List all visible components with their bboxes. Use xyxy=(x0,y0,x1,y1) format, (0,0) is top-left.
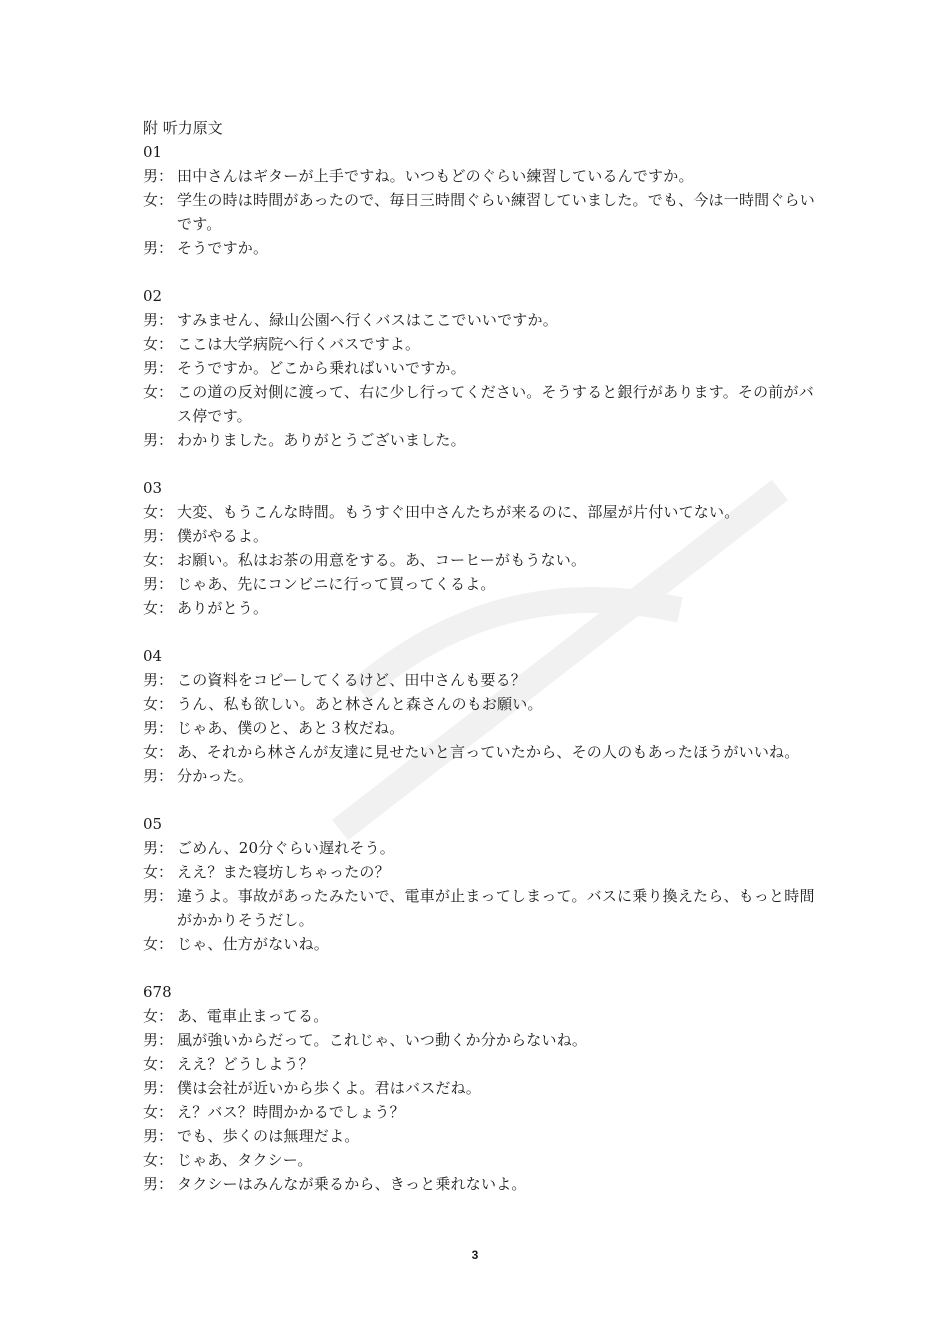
dialogue-line xyxy=(143,740,823,764)
dialogue-line xyxy=(143,524,823,548)
dialogue-line xyxy=(143,572,823,596)
speaker-label: 女： xyxy=(143,1151,174,1169)
utterance-text: 僕は会社が近いから歩くよ。君はバスだね。 xyxy=(177,1079,482,1097)
dialogue-line xyxy=(143,1004,823,1028)
utterance-text: ごめん、20分ぐらい遅れそう。 xyxy=(177,839,395,857)
utterance-text: あ、それから林さんが友達に見せたいと言っていたから、その人のもあったほうがいいね。 xyxy=(177,743,800,761)
dialogue-line xyxy=(143,1076,823,1100)
utterance-text: ええ？また寝坊しちゃったの？ xyxy=(177,863,390,881)
speaker-label: 男： xyxy=(143,527,174,545)
speaker-label: 女： xyxy=(143,551,174,569)
dialogue-line xyxy=(143,884,823,932)
utterance-text: 風が強いからだって。これじゃ、いつ動くか分からないね。 xyxy=(177,1031,588,1049)
speaker-label: 女： xyxy=(143,695,174,713)
speaker-label: 男： xyxy=(143,239,174,257)
dialogue-line xyxy=(143,332,823,356)
dialogue-line xyxy=(143,596,823,620)
speaker-label: 男： xyxy=(143,1031,174,1049)
speaker-label: 男： xyxy=(143,767,174,785)
speaker-label: 男： xyxy=(143,719,174,737)
section-number: 678 xyxy=(143,983,172,1001)
dialogue-line xyxy=(143,380,823,428)
speaker-label: 男： xyxy=(143,887,174,905)
dialogue-line xyxy=(143,932,823,956)
utterance-text: 田中さんはギターが上手ですね。いつもどのぐらい練習しているんですか。 xyxy=(177,167,694,185)
speaker-label: 男： xyxy=(143,431,174,449)
section-number: 04 xyxy=(143,647,163,665)
speaker-label: 女： xyxy=(143,335,174,353)
utterance-text: 学生の時は時間があったので、毎日三時間ぐらい練習していました。でも、今は一時間ぐらいです。 xyxy=(177,191,815,233)
section-number: 01 xyxy=(143,143,163,161)
utterance-text: ええ？どうしよう？ xyxy=(177,1055,314,1073)
utterance-text: 大変、もうこんな時間。もうすぐ田中さんたちが来るのに、部屋が片付いてない。 xyxy=(177,503,740,521)
utterance-text: うん、私も欲しい。あと林さんと森さんのもお願い。 xyxy=(177,695,543,713)
utterance-text: お願い。私はお茶の用意をする。あ、コーヒーがもうない。 xyxy=(177,551,587,569)
dialogue-line xyxy=(143,188,823,236)
dialogue-section xyxy=(143,980,823,1196)
speaker-label: 女： xyxy=(143,1055,174,1073)
dialogue-line xyxy=(143,692,823,716)
utterance-text: じゃあ、先にコンビニに行って買ってくるよ。 xyxy=(177,575,496,593)
speaker-label: 男： xyxy=(143,167,174,185)
speaker-label: 女： xyxy=(143,1103,174,1121)
dialogue-line xyxy=(143,356,823,380)
dialogue-line xyxy=(143,668,823,692)
utterance-text: この道の反対側に渡って、右に少し行ってください。そうすると銀行があります。その前がバス停です。 xyxy=(177,383,814,425)
speaker-label: 男： xyxy=(143,1127,174,1145)
utterance-text: あ、電車止まってる。 xyxy=(177,1007,329,1025)
utterance-text: すみません、緑山公園へ行くバスはここでいいですか。 xyxy=(177,311,558,329)
speaker-label: 女： xyxy=(143,743,174,761)
utterance-text: じゃあ、タクシー。 xyxy=(177,1151,313,1169)
page-number: 3 xyxy=(471,1248,479,1262)
speaker-label: 女： xyxy=(143,191,174,209)
utterance-text: 僕がやるよ。 xyxy=(177,527,269,545)
section-number: 02 xyxy=(143,287,163,305)
utterance-text: わかりました。ありがとうございました。 xyxy=(177,431,466,449)
utterance-text: でも、歩くのは無理だよ。 xyxy=(177,1127,360,1145)
utterance-text: そうですか。 xyxy=(177,239,269,257)
speaker-label: 男： xyxy=(143,839,174,857)
dialogue-line xyxy=(143,548,823,572)
dialogue-line xyxy=(143,500,823,524)
speaker-label: 女： xyxy=(143,599,174,617)
section-number: 03 xyxy=(143,479,163,497)
utterance-text: ありがとう。 xyxy=(177,599,269,617)
utterance-text: じゃ、仕方がないね。 xyxy=(177,935,330,953)
speaker-label: 男： xyxy=(143,1175,174,1193)
document-title: 附 听力原文 xyxy=(143,119,223,137)
utterance-text: 違うよ。事故があったみたいで、電車が止まってしまって。バスに乗り換えたら、もっと時間がかかりそうだし。 xyxy=(177,887,815,929)
speaker-label: 男： xyxy=(143,311,174,329)
dialogue-line xyxy=(143,236,823,260)
dialogue-line xyxy=(143,1148,823,1172)
utterance-text: ここは大学病院へ行くバスですよ。 xyxy=(177,335,421,353)
utterance-text: タクシーはみんなが乗るから、きっと乗れないよ。 xyxy=(177,1175,527,1193)
dialogue-section xyxy=(143,644,823,788)
dialogue-line xyxy=(143,164,823,188)
speaker-label: 男： xyxy=(143,1079,174,1097)
speaker-label: 女： xyxy=(143,383,174,401)
section-number: 05 xyxy=(143,815,163,833)
dialogue-line xyxy=(143,836,823,860)
dialogue-line xyxy=(143,1052,823,1076)
speaker-label: 男： xyxy=(143,575,174,593)
utterance-text: この資料をコピーしてくるけど、田中さんも要る？ xyxy=(177,671,527,689)
speaker-label: 男： xyxy=(143,671,174,689)
dialogue-line xyxy=(143,764,823,788)
speaker-label: 女： xyxy=(143,935,174,953)
dialogue-section xyxy=(143,284,823,452)
dialogue-line xyxy=(143,308,823,332)
dialogue-section xyxy=(143,812,823,956)
utterance-text: じゃあ、僕のと、あと３枚だね。 xyxy=(177,719,405,737)
document-body xyxy=(143,116,823,1196)
speaker-label: 男： xyxy=(143,359,174,377)
dialogue-section xyxy=(143,140,823,260)
speaker-label: 女： xyxy=(143,503,174,521)
dialogue-section xyxy=(143,476,823,620)
dialogue-line xyxy=(143,1172,823,1196)
utterance-text: 分かった。 xyxy=(177,767,254,785)
dialogue-line xyxy=(143,428,823,452)
speaker-label: 女： xyxy=(143,1007,174,1025)
dialogue-line xyxy=(143,860,823,884)
dialogue-line xyxy=(143,1124,823,1148)
dialogue-line xyxy=(143,716,823,740)
utterance-text: え？バス？時間かかるでしょう？ xyxy=(177,1103,405,1121)
speaker-label: 女： xyxy=(143,863,174,881)
dialogue-line xyxy=(143,1028,823,1052)
dialogue-line xyxy=(143,1100,823,1124)
utterance-text: そうですか。どこから乗ればいいですか。 xyxy=(177,359,466,377)
